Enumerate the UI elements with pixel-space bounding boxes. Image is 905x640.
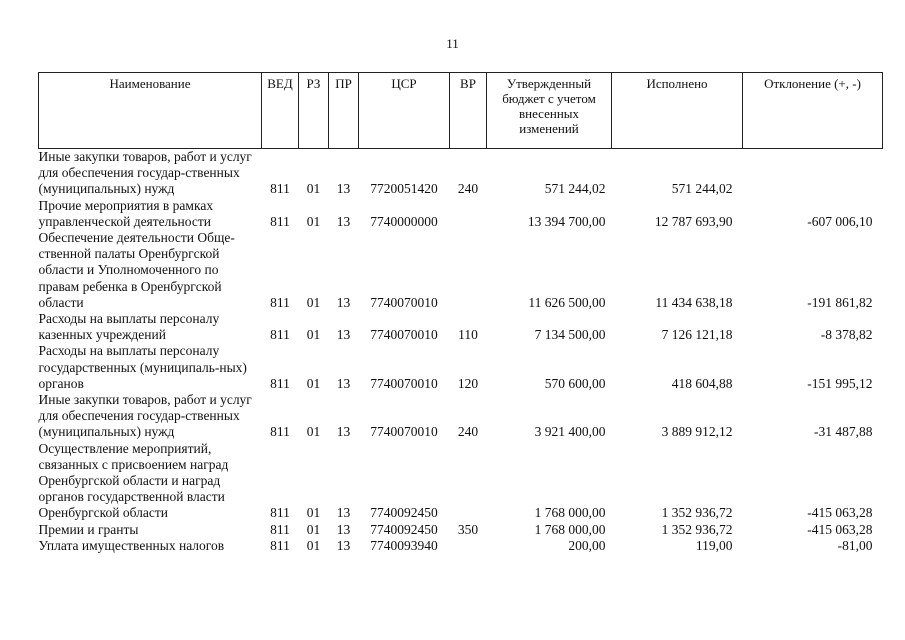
row-approved: 7 134 500,00 <box>534 327 606 343</box>
header-approved: Утвержденный бюджет с учетом внесенных изменений <box>487 73 612 149</box>
row-csr: 7740092450 <box>370 521 438 537</box>
row-deviation: -8 378,82 <box>820 327 873 343</box>
row-executed: 571 244,02 <box>671 181 733 197</box>
page-number: 11 <box>446 36 459 51</box>
row-approved: 13 394 700,00 <box>527 213 606 229</box>
row-rz: 01 <box>306 424 321 440</box>
row-vr: 240 <box>457 181 479 197</box>
row-executed: 1 352 936,72 <box>661 521 733 537</box>
row-name: Иные закупки товаров, работ и услуг для обеспечения государ-ственных (муниципальных) нужд <box>38 392 252 440</box>
table-row <box>39 311 883 343</box>
row-vr: 120 <box>457 375 479 391</box>
row-pr: 13 <box>336 424 351 440</box>
row-rz: 01 <box>306 521 321 537</box>
row-deviation: -81,00 <box>837 537 873 553</box>
row-vr <box>450 230 487 311</box>
row-name: Осуществление мероприятий, связанных с присвоением наград Оренбургской области и наград органов государственной власти Оренбургской области <box>38 440 229 521</box>
row-vr: 240 <box>457 424 479 440</box>
row-name: Иные закупки товаров, работ и услуг для обеспечения государ-ственных (муниципальных) нужд <box>38 149 252 197</box>
row-approved: 571 244,02 <box>544 181 606 197</box>
row-vr <box>450 538 487 554</box>
row-pr: 13 <box>336 375 351 391</box>
header-ved: ВЕД <box>262 73 299 149</box>
row-deviation: -31 487,88 <box>814 424 873 440</box>
row-csr: 7740070010 <box>370 375 438 391</box>
row-ved: 811 <box>270 375 290 391</box>
row-approved: 200,00 <box>568 537 606 553</box>
row-rz: 01 <box>306 294 321 310</box>
header-vr: ВР <box>450 73 487 149</box>
row-executed: 7 126 121,18 <box>661 327 733 343</box>
table-row <box>39 198 883 230</box>
header-pr: ПР <box>329 73 359 149</box>
row-pr: 13 <box>336 327 351 343</box>
row-rz: 01 <box>306 327 321 343</box>
row-vr: 350 <box>457 521 479 537</box>
table-row <box>39 392 883 441</box>
row-ved: 811 <box>270 327 290 343</box>
row-deviation: -607 006,10 <box>807 213 873 229</box>
header-rz: РЗ <box>299 73 329 149</box>
row-name: Обеспечение деятельности Обще-ственной палаты Оренбургской области и Уполномоченного по правам ребенка в Оренбургской области <box>38 230 235 310</box>
row-pr: 13 <box>336 505 351 521</box>
row-pr: 13 <box>336 537 351 553</box>
row-name: Премии и гранты <box>38 521 139 537</box>
row-approved: 1 768 000,00 <box>534 505 606 521</box>
header-csr: ЦСР <box>359 73 450 149</box>
row-vr <box>450 198 487 230</box>
row-csr: 7740070010 <box>370 424 438 440</box>
row-executed: 1 352 936,72 <box>661 505 733 521</box>
row-approved: 11 626 500,00 <box>528 294 606 310</box>
row-ved: 811 <box>270 505 290 521</box>
row-ved: 811 <box>270 521 290 537</box>
row-csr: 7720051420 <box>370 181 438 197</box>
row-csr: 7740092450 <box>370 505 438 521</box>
header-deviation: Отклонение (+, -) <box>743 73 883 149</box>
row-executed: 418 604,88 <box>671 375 733 391</box>
row-executed: 119,00 <box>695 537 733 553</box>
table-row <box>39 230 883 311</box>
row-vr: 110 <box>458 327 478 343</box>
header-name: Наименование <box>39 73 262 149</box>
row-approved: 570 600,00 <box>544 375 606 391</box>
row-ved: 811 <box>270 213 290 229</box>
table-row <box>39 149 883 198</box>
row-csr: 7740070010 <box>370 327 438 343</box>
row-rz: 01 <box>306 375 321 391</box>
row-ved: 811 <box>270 424 290 440</box>
row-vr <box>450 441 487 522</box>
table-header-row <box>39 73 883 149</box>
row-pr: 13 <box>336 521 351 537</box>
row-deviation: -415 063,28 <box>807 521 873 537</box>
row-ved: 811 <box>270 181 290 197</box>
table-row <box>39 522 883 538</box>
row-ved: 811 <box>270 294 290 310</box>
table-row <box>39 343 883 392</box>
budget-execution-table <box>38 72 883 554</box>
table-row <box>39 441 883 522</box>
row-deviation <box>743 149 883 198</box>
row-name: Расходы на выплаты персоналу казенных учреждений <box>38 311 220 343</box>
row-csr: 7740000000 <box>370 213 438 229</box>
row-executed: 3 889 912,12 <box>661 424 733 440</box>
row-csr: 7740070010 <box>370 294 438 310</box>
row-name: Прочие мероприятия в рамках управленческой деятельности <box>38 197 214 229</box>
row-rz: 01 <box>306 181 321 197</box>
header-executed: Исполнено <box>612 73 743 149</box>
row-ved: 811 <box>270 537 290 553</box>
row-executed: 11 434 638,18 <box>655 294 733 310</box>
row-name: Расходы на выплаты персоналу государственных (муниципаль-ных) органов <box>38 343 247 391</box>
row-pr: 13 <box>336 294 351 310</box>
row-name: Уплата имущественных налогов <box>38 537 225 553</box>
row-rz: 01 <box>306 213 321 229</box>
row-rz: 01 <box>306 537 321 553</box>
table-row <box>39 538 883 554</box>
row-deviation: -415 063,28 <box>807 505 873 521</box>
row-executed: 12 787 693,90 <box>654 213 733 229</box>
row-deviation: -151 995,12 <box>807 375 873 391</box>
row-pr: 13 <box>336 213 351 229</box>
row-deviation: -191 861,82 <box>807 294 873 310</box>
row-approved: 1 768 000,00 <box>534 521 606 537</box>
row-approved: 3 921 400,00 <box>534 424 606 440</box>
row-pr: 13 <box>336 181 351 197</box>
row-rz: 01 <box>306 505 321 521</box>
row-csr: 7740093940 <box>370 537 438 553</box>
